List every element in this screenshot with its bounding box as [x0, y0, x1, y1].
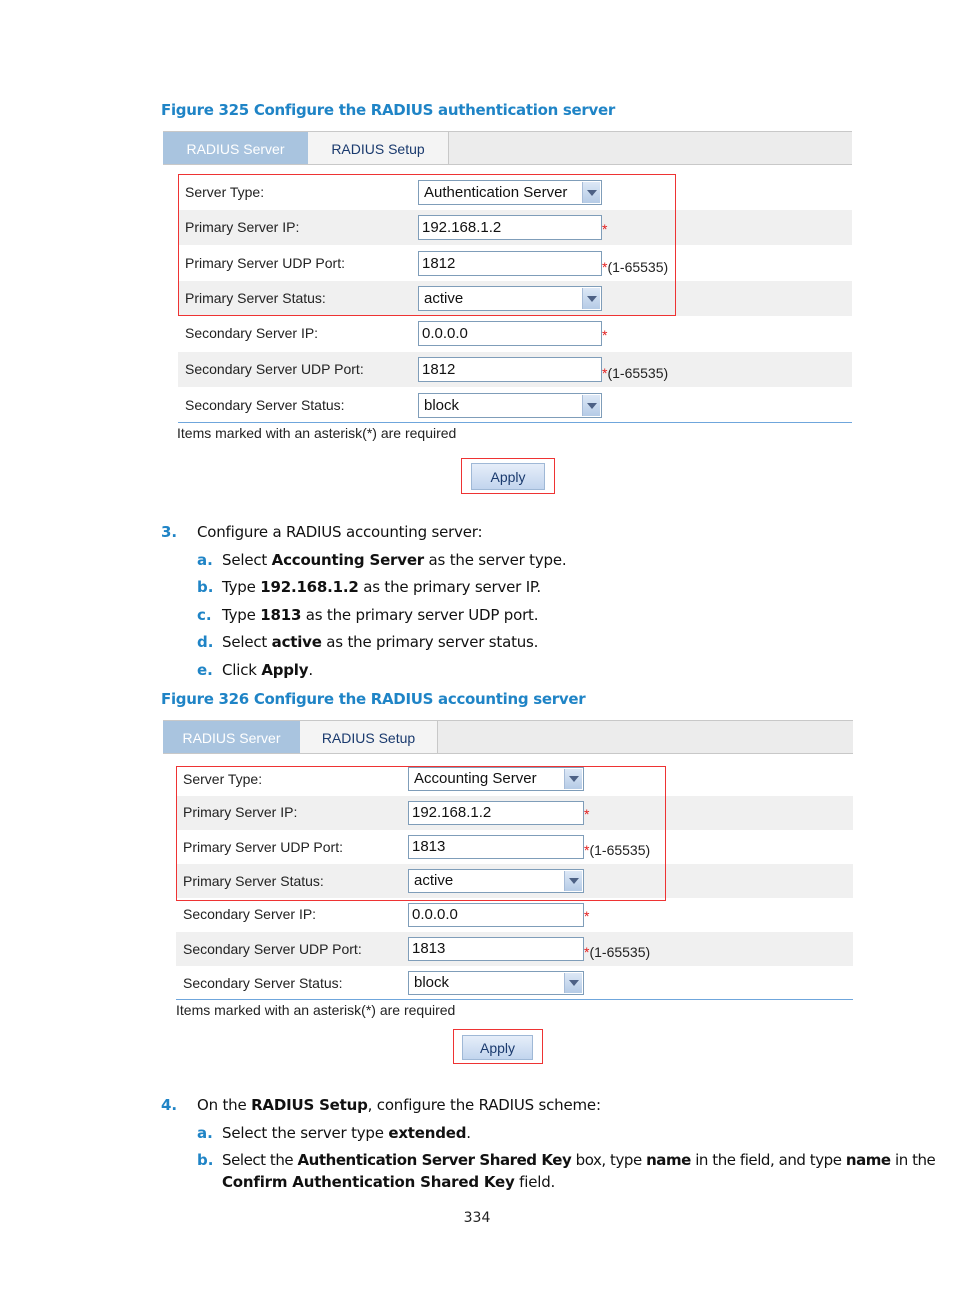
substep-letter: b. [197, 578, 214, 596]
text: as the primary server UDP port. [301, 606, 539, 624]
port-range-text: (1-65535) [607, 259, 669, 275]
bold-text: 192.168.1.2 [260, 578, 359, 596]
text: field. [514, 1173, 556, 1191]
primary-udp-port-label: Primary Server UDP Port: [185, 255, 345, 271]
required-note: Items marked with an asterisk(*) are required [176, 1002, 456, 1018]
server-type-label: Server Type: [183, 771, 263, 787]
port-range-text: (1-65535) [607, 365, 669, 381]
secondary-udp-port-label: Secondary Server UDP Port: [185, 361, 364, 377]
text: Click [222, 661, 262, 679]
text: Select the [222, 1151, 298, 1169]
chevron-down-icon [582, 395, 600, 416]
required-asterisk: * [602, 365, 608, 381]
substep-letter: c. [197, 606, 212, 624]
required-asterisk: * [602, 221, 608, 237]
secondary-status-select[interactable] [408, 971, 584, 995]
primary-status-label: Primary Server Status: [183, 873, 324, 889]
bold-text: Confirm Authentication Shared Key [222, 1173, 515, 1191]
step-text: Configure a RADIUS accounting server: [197, 523, 483, 541]
secondary-status-select[interactable] [418, 393, 602, 418]
text: as the primary server status. [321, 633, 539, 651]
bold-text: 1813 [260, 606, 302, 624]
tab-radius-server[interactable]: RADIUS Server [163, 721, 300, 753]
primary-udp-port-label: Primary Server UDP Port: [183, 839, 343, 855]
port-range-text: (1-65535) [589, 944, 651, 960]
required-asterisk: * [602, 327, 608, 343]
tab-bar [163, 131, 852, 165]
bold-text: name [646, 1151, 691, 1169]
secondary-server-ip-input[interactable]: 0.0.0.0 [408, 903, 584, 927]
substep-text [222, 578, 541, 596]
step-number: 4. [161, 1096, 178, 1114]
required-asterisk: * [584, 842, 590, 858]
bold-text: name [845, 1151, 891, 1169]
substep-text [222, 606, 538, 624]
primary-server-ip-input[interactable]: 192.168.1.2 [408, 801, 584, 825]
secondary-server-ip-input[interactable]: 0.0.0.0 [418, 321, 602, 346]
secondary-server-ip-label: Secondary Server IP: [185, 325, 319, 341]
secondary-udp-port-input[interactable]: 1812 [418, 357, 602, 382]
primary-udp-port-input[interactable]: 1813 [408, 835, 584, 859]
substep-text [222, 661, 313, 679]
substep-letter: e. [197, 661, 213, 679]
bold-text: extended [388, 1124, 467, 1142]
substep-text [222, 1124, 471, 1142]
text: Select [222, 633, 272, 651]
text: , configure the RADIUS scheme: [367, 1096, 601, 1114]
figure-325-title: Figure 325 Configure the RADIUS authentication server [161, 101, 615, 119]
text: Type [222, 606, 261, 624]
substep-letter: b. [197, 1151, 214, 1169]
required-note: Items marked with an asterisk(*) are required [177, 425, 457, 441]
divider [178, 422, 852, 423]
secondary-status-value: block [424, 397, 460, 414]
text: . [308, 661, 313, 679]
secondary-status-label: Secondary Server Status: [185, 397, 345, 413]
tab-radius-setup[interactable]: RADIUS Setup [308, 132, 449, 164]
secondary-server-ip-label: Secondary Server IP: [183, 906, 317, 922]
required-asterisk: * [602, 259, 608, 275]
apply-button[interactable]: Apply [462, 1035, 533, 1060]
secondary-status-value: block [414, 974, 450, 991]
server-type-value: Authentication Server [424, 184, 568, 201]
primary-server-ip-label: Primary Server IP: [183, 804, 298, 820]
primary-server-ip-input[interactable]: 192.168.1.2 [418, 215, 602, 240]
text: . [466, 1124, 471, 1142]
required-asterisk: * [584, 944, 590, 960]
port-range-hint [602, 365, 668, 381]
substep-letter: a. [197, 1124, 213, 1142]
highlight-box [176, 766, 666, 901]
required-asterisk: * [584, 806, 590, 822]
apply-button[interactable]: Apply [471, 463, 545, 490]
text: as the primary server IP. [358, 578, 541, 596]
secondary-udp-port-label: Secondary Server UDP Port: [183, 941, 362, 957]
server-type-value: Accounting Server [414, 770, 537, 787]
text: in the [890, 1151, 936, 1169]
text: Select [222, 551, 272, 569]
bold-text: Apply [261, 661, 309, 679]
text: as the server type. [423, 551, 567, 569]
bold-text: Authentication Server Shared Key [297, 1151, 572, 1169]
highlight-box [178, 174, 676, 316]
primary-status-value: active [424, 290, 464, 307]
primary-server-ip-label: Primary Server IP: [185, 219, 300, 235]
step-text [197, 1096, 601, 1114]
secondary-udp-port-input[interactable]: 1813 [408, 937, 584, 961]
divider [176, 999, 853, 1000]
substep-text [222, 551, 566, 569]
page-number: 334 [463, 1210, 491, 1226]
substep-letter: a. [197, 551, 213, 569]
figure-326-title: Figure 326 Configure the RADIUS accounting server [161, 690, 586, 708]
substep-text [222, 1151, 935, 1169]
primary-status-label: Primary Server Status: [185, 290, 326, 306]
port-range-hint [584, 944, 650, 960]
bold-text: active [271, 633, 322, 651]
chevron-down-icon [564, 973, 582, 993]
text: box, type [571, 1151, 647, 1169]
substep-text-continued [222, 1173, 555, 1191]
required-asterisk: * [584, 908, 590, 924]
bold-text: RADIUS Setup [251, 1096, 368, 1114]
tab-radius-server[interactable]: RADIUS Server [163, 132, 308, 164]
text: On the [197, 1096, 252, 1114]
bold-text: Accounting Server [271, 551, 424, 569]
text: Select the server type [222, 1124, 389, 1142]
primary-status-value: active [414, 872, 454, 889]
text: Type [222, 578, 261, 596]
server-type-label: Server Type: [185, 184, 265, 200]
primary-udp-port-input[interactable]: 1812 [418, 251, 602, 276]
port-range-text: (1-65535) [589, 842, 651, 858]
text: in the field, and type [690, 1151, 846, 1169]
step-number: 3. [161, 523, 178, 541]
tab-bar [163, 720, 853, 754]
substep-letter: d. [197, 633, 214, 651]
secondary-status-label: Secondary Server Status: [183, 975, 343, 991]
substep-text [222, 633, 538, 651]
tab-radius-setup[interactable]: RADIUS Setup [300, 721, 438, 753]
